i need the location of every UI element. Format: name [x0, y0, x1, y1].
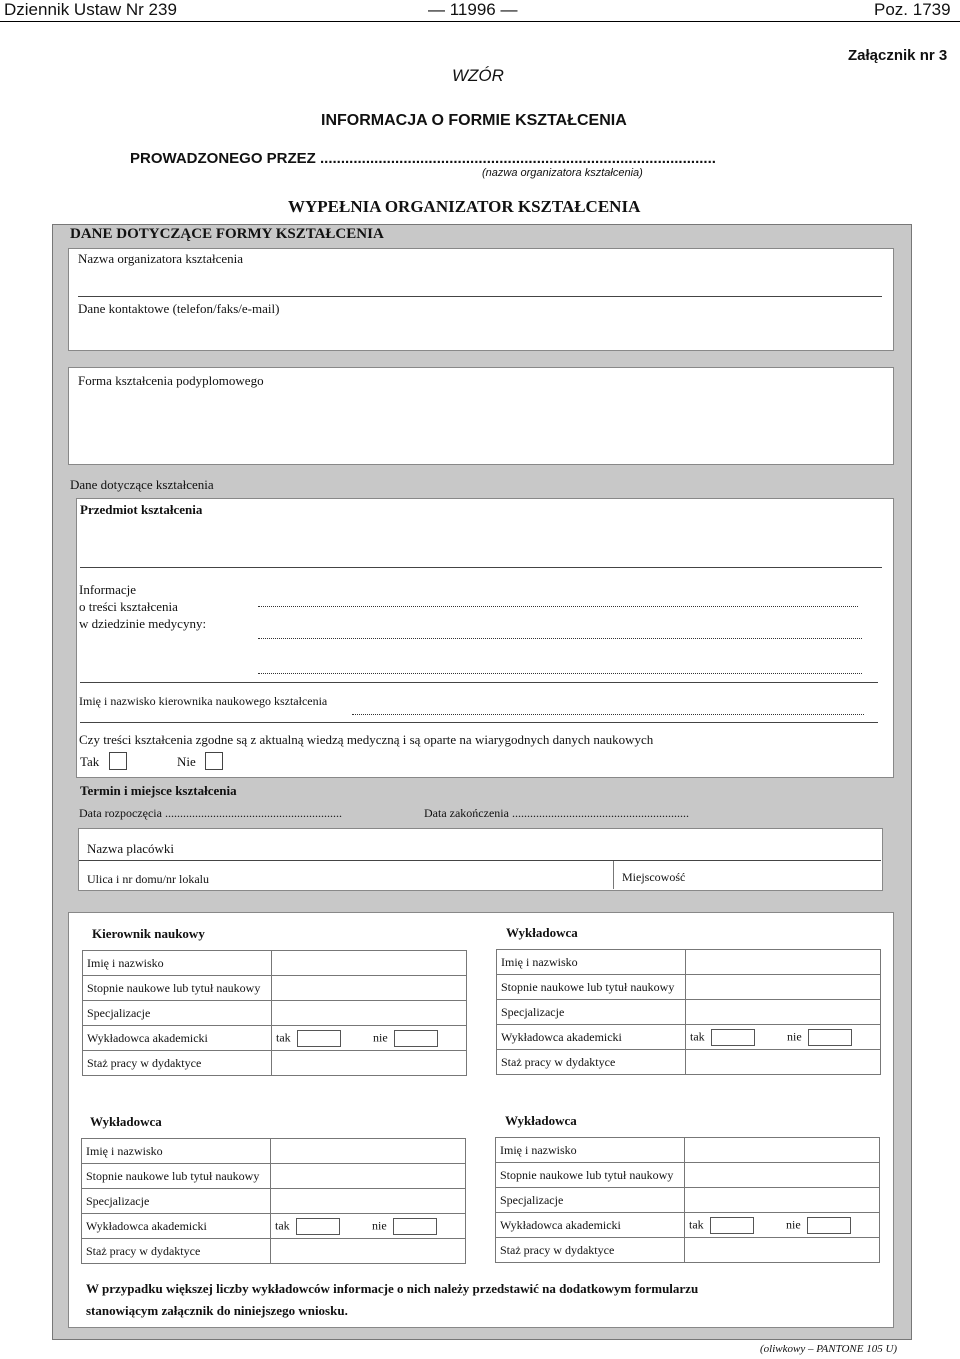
row-spec-value[interactable] [271, 1189, 466, 1214]
question-label: Czy treści kształcenia zgodne są z aktualną wiedzą medyczną i są oparte na wiarygodnych danych naukowych [79, 732, 654, 747]
row-experience-value[interactable] [272, 1051, 467, 1076]
no-label: Nie [177, 754, 196, 769]
row-degree-label: Stopnie naukowe lub tytuł naukowy [83, 976, 272, 1001]
city-divider [613, 861, 614, 889]
city-label: Miejscowość [622, 870, 686, 884]
footnote-line-2: stanowiącym załącznik do niniejszego wniosku. [86, 1303, 348, 1318]
academic-no[interactable]: nie [368, 1214, 466, 1239]
row-academic-label: Wykładowca akademicki [497, 1025, 686, 1050]
row-experience-label: Staż pracy w dydaktyce [497, 1050, 686, 1075]
row-experience-value[interactable] [686, 1050, 881, 1075]
attachment-label: Załącznik nr 3 [848, 47, 948, 64]
row-name-label: Imię i nazwisko [82, 1139, 271, 1164]
template-label: WZÓR [452, 66, 504, 85]
facility-label: Nazwa placówki [87, 841, 174, 856]
row-spec-label: Specjalizacje [83, 1001, 272, 1026]
person-title: Wykładowca [90, 1114, 162, 1129]
row-experience-value[interactable] [271, 1239, 466, 1264]
start-date-field[interactable]: Data rozpoczęcia ........................................................... [79, 806, 342, 820]
row-experience-label: Staż pracy w dydaktyce [82, 1239, 271, 1264]
academic-yes[interactable]: tak [685, 1213, 783, 1238]
row-name-label: Imię i nazwisko [496, 1138, 685, 1163]
conducted-by: PROWADZONEGO PRZEZ ............................................................................................... [130, 150, 716, 167]
info-label: Informacje o treści kształcenia w dziedzinie medycyny: [79, 582, 207, 631]
row-experience-value[interactable] [685, 1238, 880, 1263]
row-spec-label: Specjalizacje [82, 1189, 271, 1214]
info-line-2[interactable] [258, 638, 862, 639]
place-separator [79, 860, 881, 861]
row-academic-label: Wykładowca akademicki [496, 1213, 685, 1238]
organizer-name-label: Nazwa organizatora kształcenia [78, 251, 244, 266]
organizer-name-line[interactable] [78, 296, 882, 297]
row-spec-value[interactable] [686, 1000, 881, 1025]
row-spec-value[interactable] [685, 1188, 880, 1213]
person-table [495, 1137, 880, 1263]
info-line-3[interactable] [258, 673, 862, 674]
row-spec-label: Specjalizacje [496, 1188, 685, 1213]
row-degree-value[interactable] [271, 1164, 466, 1189]
color-note: (oliwkowy – PANTONE 105 U) [760, 1343, 898, 1355]
no-checkbox[interactable] [205, 752, 223, 770]
journal-name: Dziennik Ustaw Nr 239 [4, 0, 177, 19]
end-date-field[interactable]: Data zakończenia ........................................................... [424, 806, 689, 820]
row-degree-label: Stopnie naukowe lub tytuł naukowy [497, 975, 686, 1000]
person-title: Kierownik naukowy [92, 926, 205, 941]
row-spec-value[interactable] [272, 1001, 467, 1026]
info-separator [80, 682, 878, 683]
person-title: Wykładowca [505, 1113, 577, 1128]
row-name-label: Imię i nazwisko [497, 950, 686, 975]
footnote-line-1: W przypadku większej liczby wykładowców informacje o nich należy przedstawić na dodatkowym formularzu [86, 1281, 699, 1296]
academic-no[interactable]: nie [369, 1026, 467, 1051]
street-label: Ulica i nr domu/nr lokalu [87, 872, 209, 886]
document-title: INFORMACJA O FORMIE KSZTAŁCENIA [321, 112, 627, 129]
academic-yes[interactable]: tak [271, 1214, 369, 1239]
header-rule [0, 21, 960, 22]
subject-line[interactable] [80, 567, 882, 568]
row-degree-value[interactable] [685, 1163, 880, 1188]
row-academic-label: Wykładowca akademicki [82, 1214, 271, 1239]
row-academic-label: Wykładowca akademicki [83, 1026, 272, 1051]
yes-checkbox[interactable] [109, 752, 127, 770]
person-table [82, 950, 467, 1076]
page-number: — 11996 — [428, 0, 518, 19]
row-name-value[interactable] [685, 1138, 880, 1163]
row-name-value[interactable] [271, 1139, 466, 1164]
position-number: Poz. 1739 [874, 0, 951, 19]
yes-label: Tak [80, 754, 100, 769]
fill-by-heading: WYPEŁNIA ORGANIZATOR KSZTAŁCENIA [288, 197, 641, 216]
organizer-hint: (nazwa organizatora kształcenia) [482, 167, 643, 179]
row-degree-value[interactable] [272, 976, 467, 1001]
row-degree-value[interactable] [686, 975, 881, 1000]
row-experience-label: Staż pracy w dydaktyce [496, 1238, 685, 1263]
term-label: Termin i miejsce kształcenia [80, 783, 237, 798]
academic-no[interactable]: nie [783, 1025, 881, 1050]
subject-label: Przedmiot kształcenia [80, 502, 203, 517]
section-title: DANE DOTYCZĄCE FORMY KSZTAŁCENIA [70, 226, 384, 242]
person-title: Wykładowca [506, 925, 578, 940]
row-degree-label: Stopnie naukowe lub tytuł naukowy [82, 1164, 271, 1189]
row-name-label: Imię i nazwisko [83, 951, 272, 976]
contact-label: Dane kontaktowe (telefon/faks/e-mail) [78, 301, 280, 316]
academic-no[interactable]: nie [782, 1213, 880, 1238]
academic-yes[interactable]: tak [272, 1026, 370, 1051]
info-line-1[interactable] [258, 606, 858, 607]
row-experience-label: Staż pracy w dydaktyce [83, 1051, 272, 1076]
row-spec-label: Specjalizacje [497, 1000, 686, 1025]
form-label: Forma kształcenia podyplomowego [78, 373, 264, 388]
row-degree-label: Stopnie naukowe lub tytuł naukowy [496, 1163, 685, 1188]
head-label: Imię i nazwisko kierownika naukowego kształcenia [79, 694, 328, 708]
academic-yes[interactable]: tak [686, 1025, 784, 1050]
person-table [496, 949, 881, 1075]
row-name-value[interactable] [272, 951, 467, 976]
education-data-label: Dane dotyczące kształcenia [70, 477, 214, 492]
head-separator [80, 722, 878, 723]
head-line[interactable] [352, 714, 864, 715]
row-name-value[interactable] [686, 950, 881, 975]
person-table [81, 1138, 466, 1264]
